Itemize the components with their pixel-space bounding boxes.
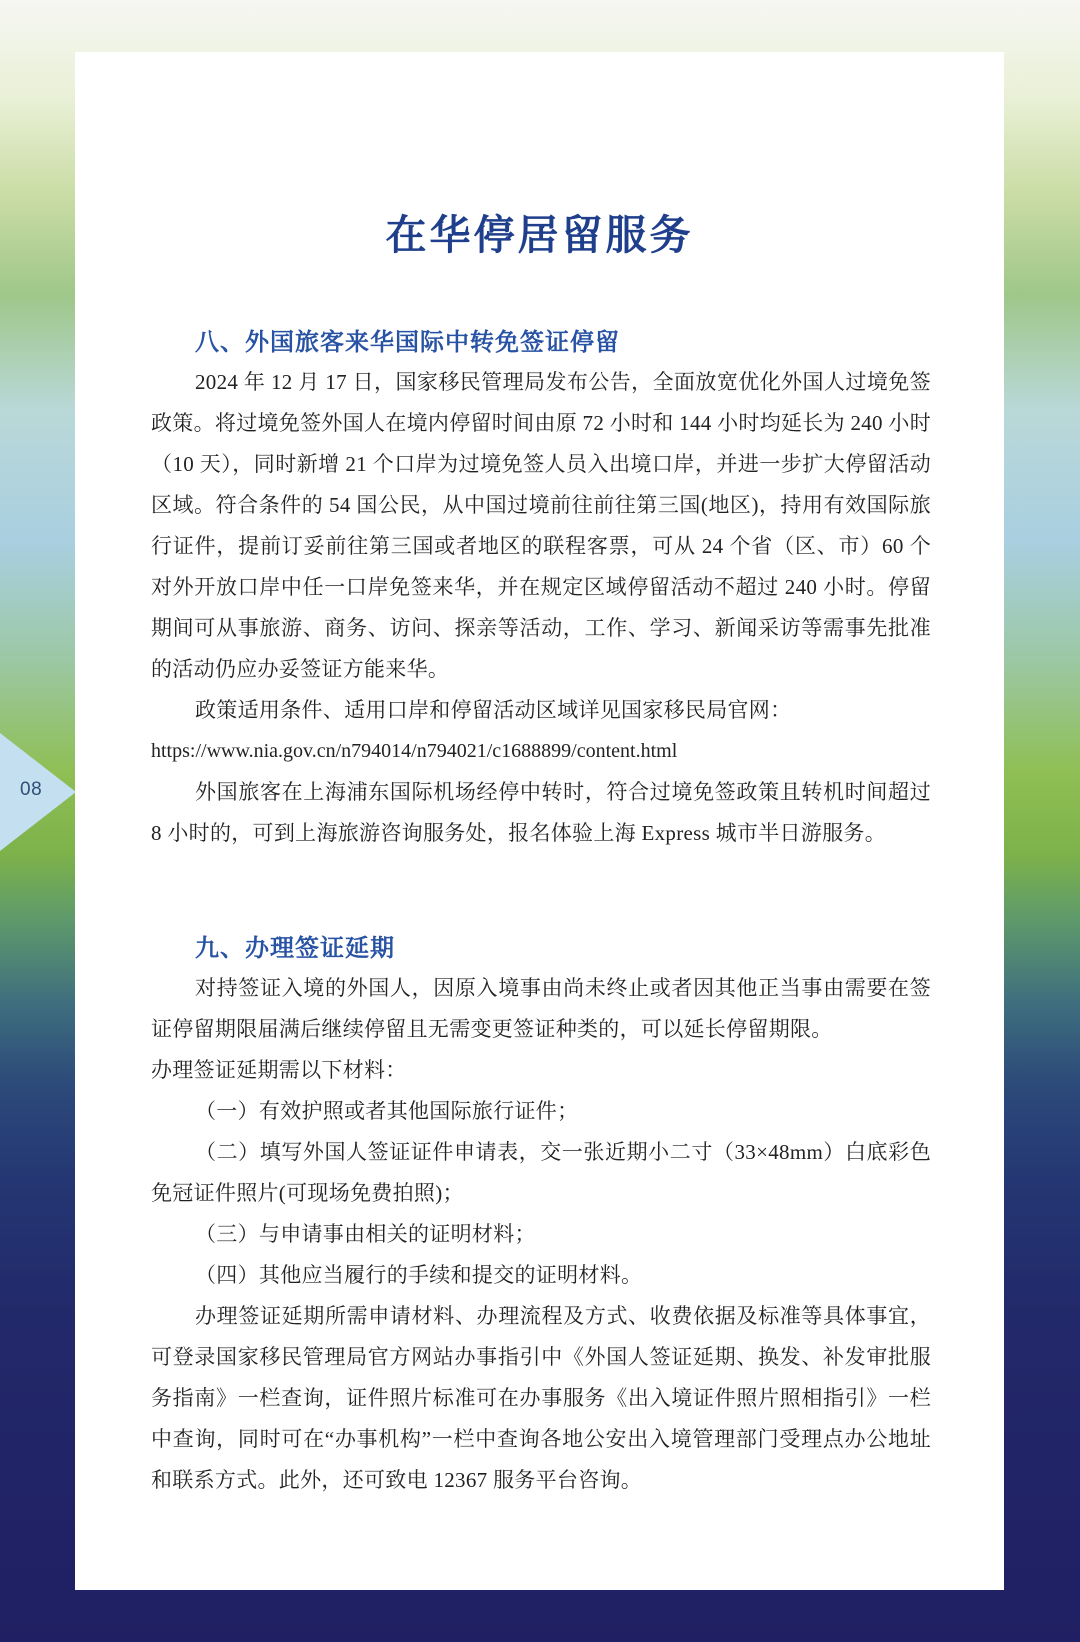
paragraph: 对持签证入境的外国人，因原入境事由尚未终止或者因其他正当事由需要在签证停留期限届满后继续停留且无需变更签证种类的，可以延长停留期限。 — [151, 976, 931, 1041]
list-item: （三）与申请事由相关的证明材料； — [195, 1222, 536, 1246]
list-item: （一）有效护照或者其他国际旅行证件； — [195, 1099, 579, 1123]
page-number: 08 — [20, 779, 43, 800]
content-card — [75, 52, 1004, 1590]
paragraph: 外国旅客在上海浦东国际机场经停中转时，符合过境免签政策且转机时间超过 8 小时的，可到上海旅游咨询服务处，报名体验上海 Express 城市半日游服务。 — [151, 780, 931, 845]
section-heading: 九、办理签证延期 — [195, 934, 395, 962]
paragraph: 政策适用条件、适用口岸和停留活动区域详见国家移民局官网： — [195, 698, 792, 722]
paragraph: 办理签证延期需以下材料： — [151, 1058, 407, 1082]
paragraph: 办理签证延期所需申请材料、办理流程及方式、收费依据及标准等具体事宜，可登录国家移民管理局官方网站办事指引中《外国人签证延期、换发、补发审批服务指南》一栏查询，证件照片标准可在办事服务《出入境证件照片照相指引》一栏中查询，同时可在“办事机构”一栏中查询各地公安出入境管理部门受理点办公地址和联系方式。此外，还可致电 12367 服务平台咨询。 — [151, 1304, 931, 1492]
section-heading: 八、外国旅客来华国际中转免签证停留 — [195, 328, 620, 356]
paragraph: 2024 年 12 月 17 日，国家移民管理局发布公告，全面放宽优化外国人过境免签政策。将过境免签外国人在境内停留时间由原 72 小时和 144 小时均延长为 240 小时（10 天），同时新增 21 个口岸为过境免签人员入出境口岸，并进一步扩大停留活动区域。符合条件的 54 国公民，从中国过境前往前往第三国(地区)，持用有效国际旅行证件，提前订妥前往第三国或者地区的联程客票，可从 24 个省（区、市）60 个对外开放口岸中任一口岸免签来华，并在规定区域停留活动不超过 240 小时。停留期间可从事旅游、商务、访问、探亲等活动，工作、学习、新闻采访等需事先批准的活动仍应办妥签证方能来华。 — [151, 370, 931, 681]
list-item: （二）填写外国人签证证件申请表，交一张近期小二寸（33×48mm）白底彩色免冠证件照片(可现场免费拍照)； — [151, 1140, 931, 1205]
nia-website-link[interactable]: https://www.nia.gov.cn/n794014/n794021/c1688899/content.html — [151, 740, 678, 762]
page-title: 在华停居留服务 — [385, 211, 694, 259]
section-visa-extension — [151, 928, 931, 1501]
list-item: （四）其他应当履行的手续和提交的证明材料。 — [195, 1263, 643, 1287]
section-transit-visa-free — [151, 322, 931, 854]
